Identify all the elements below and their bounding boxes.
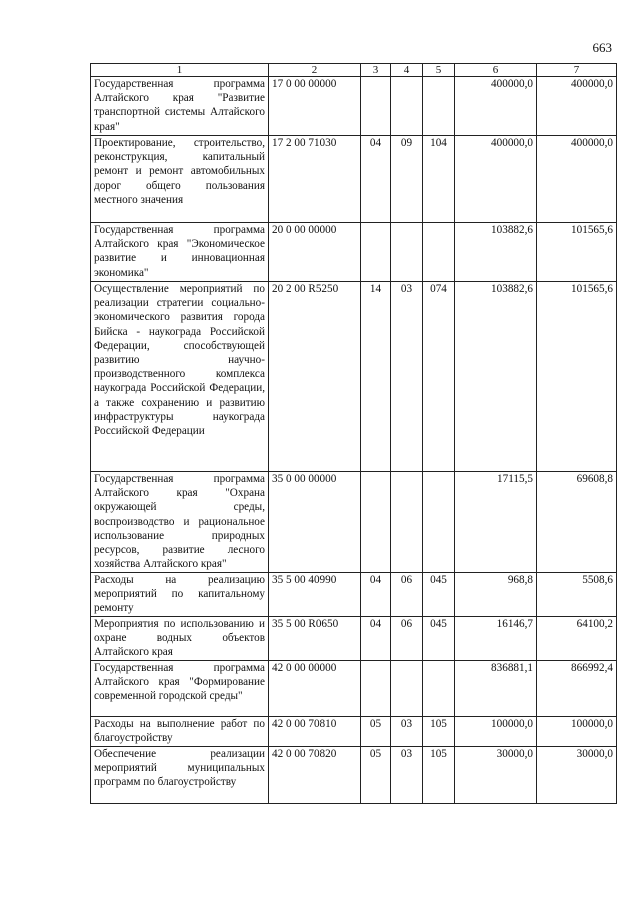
cell-amount-2: 69608,8 bbox=[537, 472, 617, 573]
column-header: 2 bbox=[269, 64, 361, 77]
cell-section: 04 bbox=[361, 573, 391, 617]
cell-expense-type: 105 bbox=[423, 747, 455, 804]
column-header: 3 bbox=[361, 64, 391, 77]
cell-amount-2: 866992,4 bbox=[537, 661, 617, 717]
cell-subsection: 06 bbox=[391, 573, 423, 617]
cell-code: 42 0 00 00000 bbox=[269, 661, 361, 717]
cell-expense-type: 045 bbox=[423, 617, 455, 661]
cell-name: Мероприятия по использованию и охране водных объектов Алтайского края bbox=[91, 617, 269, 661]
cell-section bbox=[361, 77, 391, 136]
cell-amount-2: 101565,6 bbox=[537, 223, 617, 282]
cell-section: 05 bbox=[361, 717, 391, 747]
cell-code: 35 5 00 40990 bbox=[269, 573, 361, 617]
cell-amount-1: 836881,1 bbox=[455, 661, 537, 717]
cell-code: 35 5 00 R0650 bbox=[269, 617, 361, 661]
cell-section: 14 bbox=[361, 282, 391, 472]
cell-subsection bbox=[391, 223, 423, 282]
cell-amount-1: 100000,0 bbox=[455, 717, 537, 747]
table-row bbox=[91, 136, 617, 223]
cell-expense-type: 105 bbox=[423, 717, 455, 747]
cell-code: 42 0 00 70810 bbox=[269, 717, 361, 747]
budget-table bbox=[90, 63, 617, 804]
cell-amount-1: 16146,7 bbox=[455, 617, 537, 661]
column-header: 5 bbox=[423, 64, 455, 77]
cell-name: Государственная программа Алтайского края "Экономическое развитие и инновационная экономика" bbox=[91, 223, 269, 282]
table-row bbox=[91, 77, 617, 136]
table-row bbox=[91, 223, 617, 282]
cell-name: Государственная программа Алтайского края "Развитие транспортной системы Алтайского края" bbox=[91, 77, 269, 136]
cell-amount-1: 968,8 bbox=[455, 573, 537, 617]
cell-expense-type: 074 bbox=[423, 282, 455, 472]
cell-amount-2: 400000,0 bbox=[537, 136, 617, 223]
cell-amount-2: 5508,6 bbox=[537, 573, 617, 617]
cell-amount-1: 30000,0 bbox=[455, 747, 537, 804]
cell-subsection: 03 bbox=[391, 282, 423, 472]
cell-name: Государственная программа Алтайского края "Охрана окружающей среды, воспроизводство и рациональное использование природных ресурсов, развитие лесного хозяйства Алтайского края" bbox=[91, 472, 269, 573]
cell-amount-1: 400000,0 bbox=[455, 136, 537, 223]
cell-amount-1: 103882,6 bbox=[455, 223, 537, 282]
cell-amount-2: 400000,0 bbox=[537, 77, 617, 136]
table-header-row bbox=[91, 64, 617, 77]
cell-section bbox=[361, 223, 391, 282]
cell-subsection: 06 bbox=[391, 617, 423, 661]
cell-section: 05 bbox=[361, 747, 391, 804]
cell-amount-2: 100000,0 bbox=[537, 717, 617, 747]
cell-amount-2: 64100,2 bbox=[537, 617, 617, 661]
cell-section: 04 bbox=[361, 617, 391, 661]
cell-amount-2: 101565,6 bbox=[537, 282, 617, 472]
cell-amount-1: 400000,0 bbox=[455, 77, 537, 136]
column-header: 1 bbox=[91, 64, 269, 77]
table-row bbox=[91, 617, 617, 661]
table-row bbox=[91, 282, 617, 472]
cell-amount-2: 30000,0 bbox=[537, 747, 617, 804]
cell-expense-type: 045 bbox=[423, 573, 455, 617]
table-row bbox=[91, 747, 617, 804]
column-header: 4 bbox=[391, 64, 423, 77]
cell-code: 20 2 00 R5250 bbox=[269, 282, 361, 472]
cell-amount-1: 17115,5 bbox=[455, 472, 537, 573]
cell-expense-type bbox=[423, 661, 455, 717]
cell-subsection: 03 bbox=[391, 747, 423, 804]
cell-section: 04 bbox=[361, 136, 391, 223]
cell-amount-1: 103882,6 bbox=[455, 282, 537, 472]
cell-code: 17 2 00 71030 bbox=[269, 136, 361, 223]
cell-code: 20 0 00 00000 bbox=[269, 223, 361, 282]
cell-code: 35 0 00 00000 bbox=[269, 472, 361, 573]
cell-subsection: 09 bbox=[391, 136, 423, 223]
cell-name: Проектирование, строительство, реконструкция, капитальный ремонт и ремонт автомобильных дорог общего пользования местного значения bbox=[91, 136, 269, 223]
column-header: 7 bbox=[537, 64, 617, 77]
table-row bbox=[91, 717, 617, 747]
cell-code: 17 0 00 00000 bbox=[269, 77, 361, 136]
cell-section bbox=[361, 661, 391, 717]
cell-subsection bbox=[391, 77, 423, 136]
cell-name: Осуществление мероприятий по реализации стратегии социально-экономического развития города Бийска - наукограда Российской Федерации, способствующей развитию научно-производственного комплекса наукограда Российской Федерации, а также сохранению и развитию инфраструктуры наукограда Российской Федерации bbox=[91, 282, 269, 472]
cell-subsection bbox=[391, 661, 423, 717]
cell-expense-type bbox=[423, 223, 455, 282]
cell-name: Расходы на реализацию мероприятий по капитальному ремонту bbox=[91, 573, 269, 617]
cell-name: Расходы на выполнение работ по благоустройству bbox=[91, 717, 269, 747]
cell-code: 42 0 00 70820 bbox=[269, 747, 361, 804]
table-row bbox=[91, 472, 617, 573]
cell-expense-type: 104 bbox=[423, 136, 455, 223]
cell-name: Государственная программа Алтайского края "Формирование современной городской среды" bbox=[91, 661, 269, 717]
cell-name: Обеспечение реализации мероприятий муниципальных программ по благоустройству bbox=[91, 747, 269, 804]
cell-subsection: 03 bbox=[391, 717, 423, 747]
column-header: 6 bbox=[455, 64, 537, 77]
table-row bbox=[91, 573, 617, 617]
cell-subsection bbox=[391, 472, 423, 573]
table-body bbox=[91, 64, 617, 804]
page-number: 663 bbox=[592, 40, 612, 55]
cell-expense-type bbox=[423, 77, 455, 136]
table-row bbox=[91, 661, 617, 717]
cell-section bbox=[361, 472, 391, 573]
cell-expense-type bbox=[423, 472, 455, 573]
